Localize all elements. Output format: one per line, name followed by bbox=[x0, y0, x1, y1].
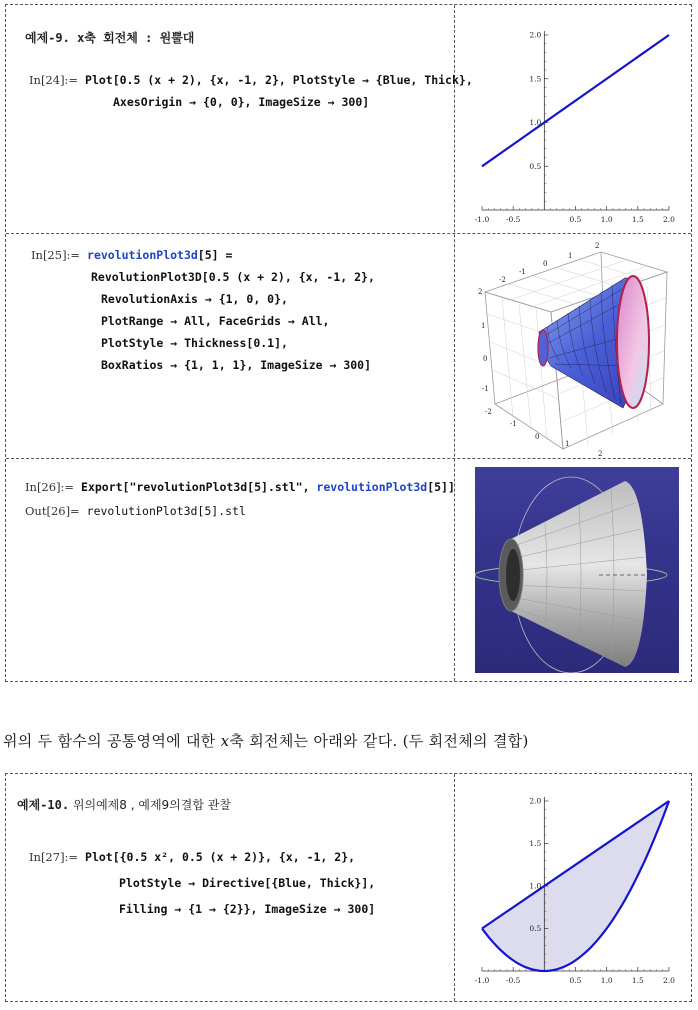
cone-surface bbox=[538, 276, 649, 408]
y-tick-label: 1.0 bbox=[529, 118, 542, 127]
example-9-row bbox=[6, 5, 691, 233]
tick-label: 0 bbox=[535, 433, 540, 441]
tick-label: -2 bbox=[485, 408, 492, 416]
sentence-part: 위의 두 함수의 공통영역에 대한 bbox=[3, 732, 221, 750]
y-tick-label: 1.5 bbox=[529, 74, 542, 84]
tick-label: 0 bbox=[483, 355, 488, 363]
sentence-part: 축 회전체는 아래와 같다. (두 회전체의 결합) bbox=[229, 732, 529, 750]
y-tick-label: 0.5 bbox=[529, 924, 542, 933]
code-line-1: Plot[{0.5 x², 0.5 (x + 2)}, {x, -1, 2}, bbox=[85, 850, 356, 864]
example-9-code-cell bbox=[6, 5, 473, 233]
output-label: Out[26]= bbox=[25, 504, 80, 518]
symbol-revolutionPlot3d: revolutionPlot3d bbox=[316, 480, 428, 494]
revolution-code bbox=[31, 244, 375, 376]
x-tick-label: -0.5 bbox=[505, 976, 521, 985]
export-code bbox=[25, 475, 455, 523]
y-tick-label: 1.0 bbox=[529, 881, 542, 891]
title-text: 위의예제8 , 예제9의결합 관찰 bbox=[69, 798, 231, 812]
tick-label: 2 bbox=[598, 450, 603, 458]
stl-viewer bbox=[475, 467, 679, 673]
code-line-4: PlotRange → All, FaceGrids → All, bbox=[101, 314, 330, 328]
code-line-3: Filling → {1 → {2}}, ImageSize → 300] bbox=[119, 902, 376, 916]
tick-label: -1 bbox=[482, 385, 489, 393]
export-code-cell bbox=[6, 459, 454, 681]
title-number: 예제-10. bbox=[17, 798, 70, 812]
stl-cone-render bbox=[475, 467, 679, 673]
revolution-3d-plot bbox=[455, 234, 691, 458]
example-9-code bbox=[29, 69, 473, 113]
code-line-1: Plot[0.5 (x + 2), {x, -1, 2}, PlotStyle → {Blue, Thick}, bbox=[85, 73, 473, 87]
tick-label: 1 bbox=[481, 322, 486, 330]
x-tick-label: 1.5 bbox=[631, 215, 644, 224]
example-9-title: 예제-9. x축 회전체 : 원뿔대 bbox=[25, 31, 195, 45]
tick-label: 1 bbox=[565, 440, 570, 448]
x-tick-label: 1.0 bbox=[600, 976, 613, 985]
x-tick-label: 0.5 bbox=[569, 976, 582, 985]
x-tick-label: -1.0 bbox=[474, 976, 490, 985]
example-10-table bbox=[5, 773, 692, 1002]
x-tick-label: 1.5 bbox=[631, 976, 644, 985]
example-10-code-cell bbox=[6, 774, 454, 1001]
code-line-3: RevolutionAxis → {1, 0, 0}, bbox=[101, 292, 288, 306]
output-value: revolutionPlot3d[5].stl bbox=[86, 504, 246, 518]
input-label: In[24]:= bbox=[29, 73, 79, 87]
symbol-revolutionPlot3d: revolutionPlot3d bbox=[87, 248, 198, 262]
x-tick-label: -1.0 bbox=[474, 215, 490, 224]
example-10-title bbox=[17, 796, 231, 813]
tick-label: 2 bbox=[478, 288, 483, 296]
y-tick-label: 2.0 bbox=[529, 30, 542, 40]
examples-table bbox=[5, 4, 692, 682]
tick-label: -1 bbox=[510, 420, 517, 428]
x-tick-label: 2.0 bbox=[663, 215, 675, 224]
export-row bbox=[6, 459, 691, 681]
section-sentence bbox=[3, 730, 529, 751]
x-tick-label: 2.0 bbox=[663, 976, 675, 985]
tick-label: 1 bbox=[568, 252, 573, 260]
example-10-plot-cell bbox=[455, 774, 691, 1001]
code-line-1-rest: [5] = bbox=[197, 248, 233, 262]
example-10-code bbox=[29, 844, 375, 922]
revolution-plot-cell bbox=[455, 234, 691, 458]
tick-label: -1 bbox=[519, 268, 526, 276]
y-tick-label: 2.0 bbox=[529, 796, 542, 806]
example-9-plot-cell bbox=[455, 5, 691, 233]
series-line bbox=[482, 35, 669, 166]
code-line-6: BoxRatios → {1, 1, 1}, ImageSize → 300] bbox=[101, 358, 372, 372]
italic-variable: x bbox=[220, 732, 230, 750]
input-label: In[26]:= bbox=[25, 480, 75, 494]
x-tick-label: -0.5 bbox=[505, 215, 521, 224]
stl-render-cell bbox=[455, 459, 691, 681]
filled-line-plot bbox=[455, 774, 691, 1001]
tick-label: 2 bbox=[595, 242, 600, 250]
code-line-2: AxesOrigin → {0, 0}, ImageSize → 300] bbox=[113, 95, 370, 109]
tick-label: -2 bbox=[499, 276, 506, 284]
x-tick-label: 0.5 bbox=[569, 215, 582, 224]
input-label: In[27]:= bbox=[29, 850, 79, 864]
code-line-5: PlotStyle → Thickness[0.1], bbox=[101, 336, 288, 350]
y-tick-label: 0.5 bbox=[529, 161, 542, 171]
y-tick-label: 1.5 bbox=[529, 839, 542, 848]
revolution-row bbox=[6, 234, 691, 458]
export-call-end: [5]] bbox=[427, 480, 455, 494]
tick-label: 0 bbox=[543, 260, 548, 268]
revolution-code-cell bbox=[6, 234, 454, 458]
input-label: In[25]:= bbox=[31, 248, 81, 262]
code-line-2: PlotStyle → Directive[{Blue, Thick}], bbox=[119, 876, 376, 890]
filled-region bbox=[482, 801, 669, 971]
code-line-2: RevolutionPlot3D[0.5 (x + 2), {x, -1, 2}, bbox=[91, 270, 375, 284]
x-tick-label: 1.0 bbox=[600, 215, 613, 224]
line-plot bbox=[455, 5, 691, 233]
export-call: Export["revolutionPlot3d[5].stl", bbox=[81, 480, 317, 494]
